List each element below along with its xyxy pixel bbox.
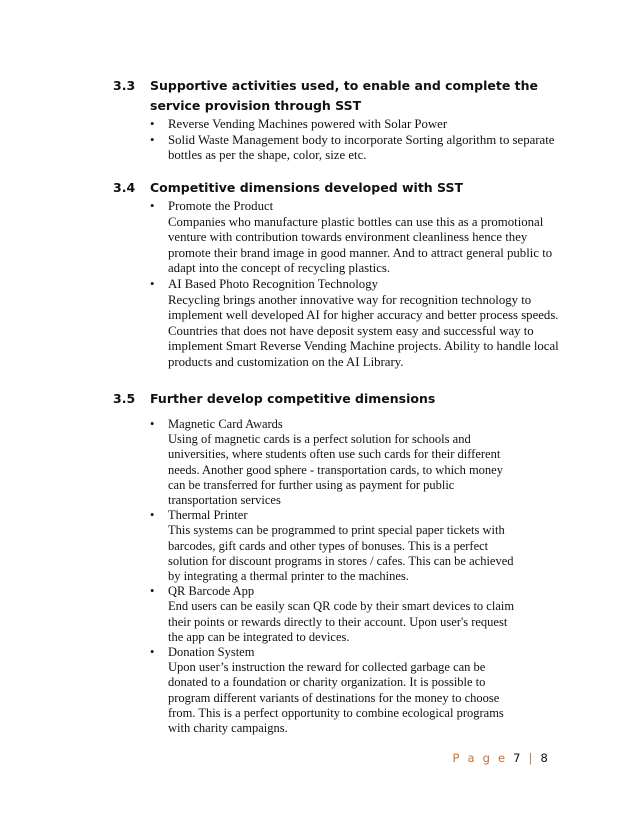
item-label: Promote the Product	[168, 199, 274, 213]
section-title: Competitive dimensions developed with SST	[150, 180, 464, 195]
section-heading-3-4	[113, 178, 573, 198]
item-label: Reverse Vending Machines powered with Solar Power	[168, 117, 448, 131]
page-separator: |	[528, 751, 535, 765]
bullet-icon: •	[150, 417, 155, 431]
item-label: Magnetic Card Awards	[168, 417, 283, 431]
list-item	[150, 117, 565, 133]
section-title: Further develop competitive dimensions	[150, 391, 436, 406]
current-page-number: 7	[513, 751, 523, 765]
item-label: Solid Waste Management body to incorporate Sorting algorithm to separate bottles as per the shape, color, size etc.	[168, 132, 555, 163]
bullet-icon: •	[150, 645, 155, 660]
section-title: Supportive activities used, to enable and complete the service provision through SST	[150, 78, 539, 113]
item-description: Using of magnetic cards is a perfect solution for schools and universities, where students often use such cards for their different needs. Another good sphere - transportation cards, to which money can be transferred for further using as payment for public transportation services	[168, 432, 503, 508]
item-description: Recycling brings another innovative way for recognition technology to implement well developed AI for higher accuracy and better process speeds. Countries that does not have deposit system easy and successful way to implement Smart Reverse Vending Machine projects. Ability to handle local products and customization on the AI Library.	[168, 292, 559, 369]
section-number: 3.4	[113, 180, 136, 195]
list-item	[150, 508, 520, 584]
item-description: End users can be easily scan QR code by their smart devices to claim their points or rewards directly to their account. Upon user's request the app can be integrated to devices.	[168, 599, 515, 644]
item-label: AI Based Photo Recognition Technology	[168, 276, 378, 291]
bullet-icon: •	[150, 584, 155, 599]
item-label: Donation System	[168, 645, 255, 660]
list-item	[150, 645, 520, 736]
item-description: Companies who manufacture plastic bottles can use this as a promotional venture with contribution towards environment cleanliness hence they promote their brand image in good manner. And to attract general public to adapt into the concept of recycling plastics.	[168, 214, 553, 276]
list-item	[150, 133, 565, 164]
item-label: QR Barcode App	[168, 584, 255, 599]
bullet-list-3-3	[150, 117, 565, 164]
section-heading-3-5	[113, 389, 573, 409]
bullet-icon: •	[150, 276, 155, 291]
bullet-icon: •	[150, 132, 155, 147]
section-number: 3.3	[113, 78, 136, 93]
total-pages: 8	[540, 751, 550, 765]
bullet-icon: •	[150, 117, 155, 131]
bullet-list-3-5	[150, 417, 520, 736]
item-description: Upon user’s instruction the reward for collected garbage can be donated to a foundation or charity organization. It is possible to program different variants of destinations for the money to choose from. This is a perfect opportunity to combine ecological programs with charity campaigns.	[168, 660, 504, 736]
list-item	[150, 584, 520, 645]
section-heading-3-3	[113, 76, 573, 116]
item-description: This systems can be programmed to print special paper tickets with barcodes, gift cards and other types of bonuses. This is a perfect solution for discount programs in stores / cafes. This can be achieved by integrating a thermal printer to the machines.	[168, 523, 514, 584]
bullet-icon: •	[150, 199, 155, 213]
section-number: 3.5	[113, 391, 136, 406]
bullet-list-3-4	[150, 199, 565, 371]
page-footer	[453, 751, 550, 765]
item-label: Thermal Printer	[168, 508, 248, 523]
list-item	[150, 277, 565, 371]
list-item	[150, 417, 520, 508]
list-item	[150, 199, 565, 277]
page-word: P a g e	[452, 751, 508, 765]
bullet-icon: •	[150, 508, 155, 523]
